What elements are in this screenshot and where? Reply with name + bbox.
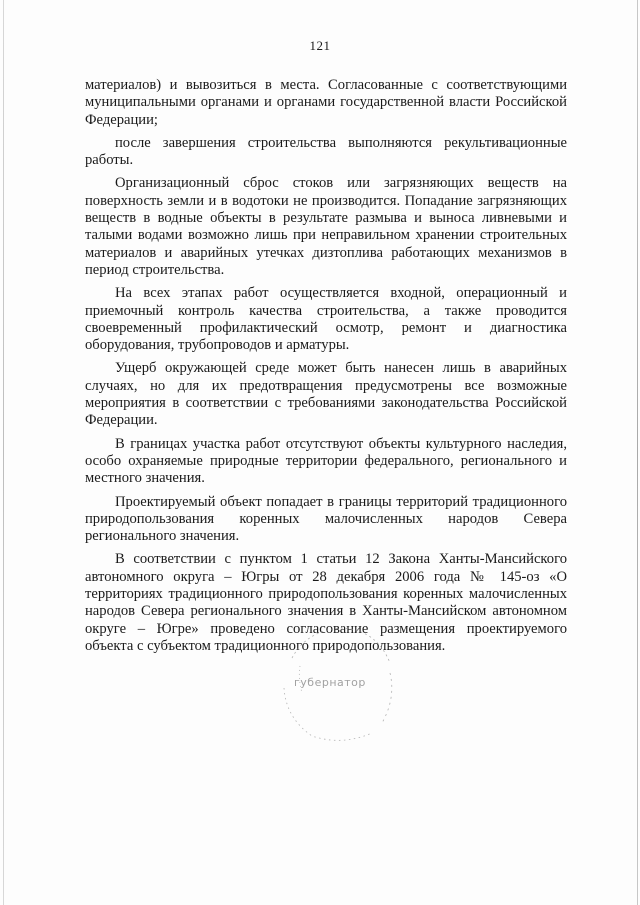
paragraph-2: после завершения строительства выполняются рекультивационные работы.: [85, 134, 567, 169]
page-number: 121: [309, 38, 331, 53]
page-left-edge: [3, 0, 4, 905]
paragraph-4: На всех этапах работ осуществляется входной, операционный и приемочный контроль качества строительства, а также проводится своевременный профилактический осмотр, ремонт и диагностика оборудования, трубопроводов и арматуры.: [85, 285, 567, 354]
paragraph-3: Организационный сброс стоков или загрязняющих веществ на поверхность земли и в водотоки не производится. Попадание загрязняющих веществ в водные объекты в результате размыва и выноса ливневыми и талыми водами возможно лишь при неправильном хранении строительных материалов и аварийных утечках дизтоплива работающих механизмов в период строительства.: [85, 175, 567, 278]
paragraph-5: Ущерб окружающей среде может быть нанесен лишь в аварийных случаях, но для их предотвращения предусмотрены все возможные мероприятия в соответствии с требованиями законодательства Российской Федерации.: [85, 360, 567, 429]
paragraph-7: Проектируемый объект попадает в границы территорий традиционного природопользования коренных малочисленных народов Севера регионального значения.: [85, 493, 567, 545]
stamp-text: губернатор: [294, 676, 366, 689]
document-body: [85, 77, 567, 661]
paragraph-1: материалов) и вывозиться в места. Согласованные с соответствующими муниципальными органами и органами государственной власти Российской Федерации;: [85, 77, 567, 128]
paragraph-8: В соответствии с пунктом 1 статьи 12 Закона Ханты-Мансийского автономного округа – Югры от 28 декабря 2006 года № 145-оз «О территориях традиционного природопользования коренных малочисленных народов Севера регионального значения в Ханты-Мансийском автономном округе – Югре» проведено согласование размещения проектируемого объекта с субъектом традиционного природопользования.: [85, 551, 567, 654]
paragraph-6: В границах участка работ отсутствуют объекты культурного наследия, особо охраняемые природные территории федерального, регионального и местного значения.: [85, 435, 567, 487]
page-right-edge: [637, 0, 638, 905]
faded-stamp: [272, 618, 402, 748]
